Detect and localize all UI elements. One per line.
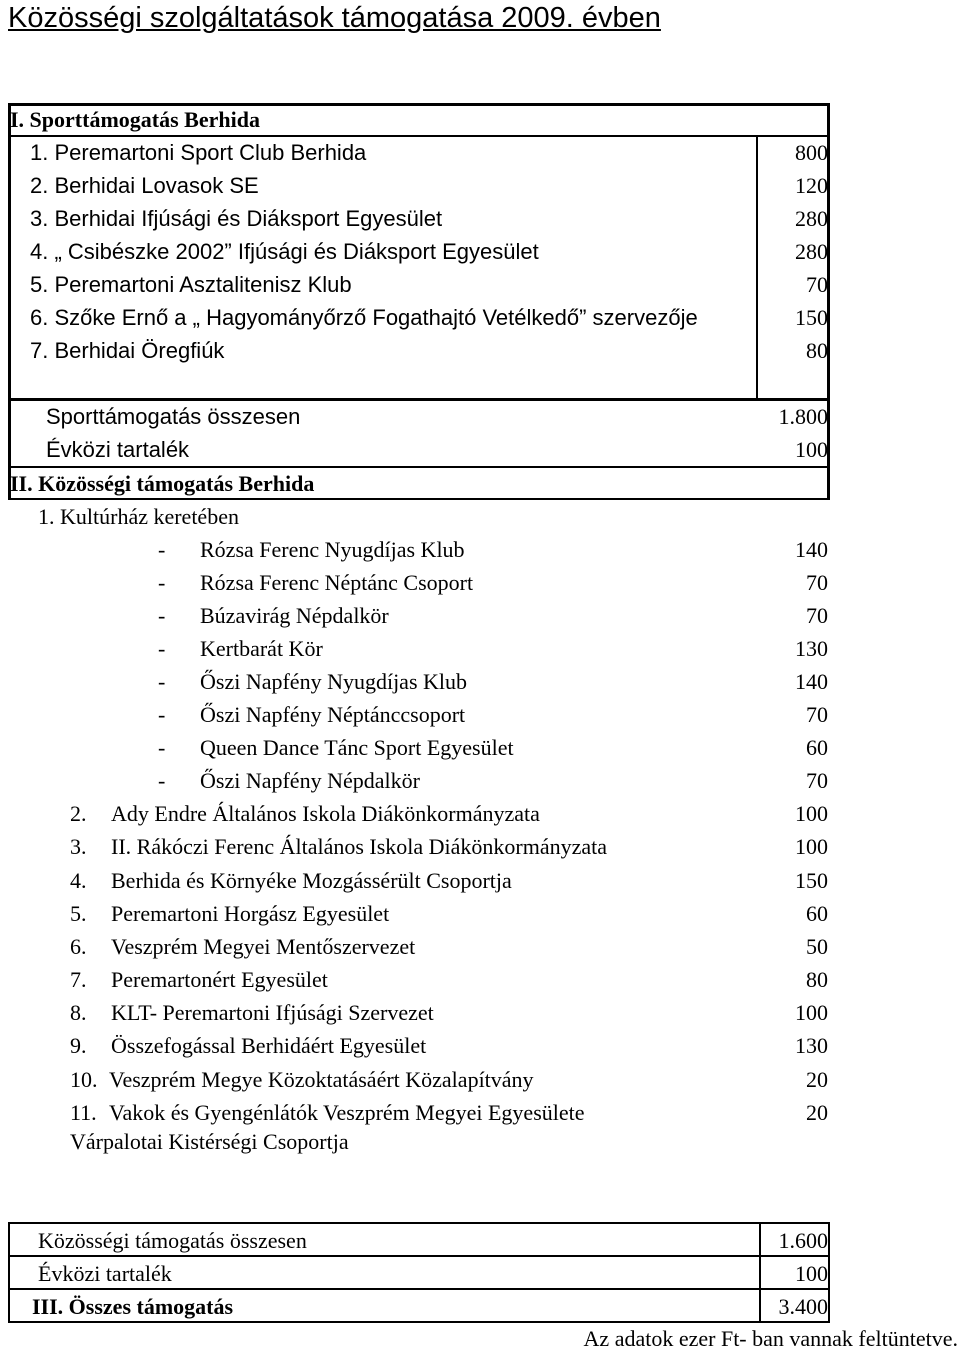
table-border <box>8 103 11 500</box>
sub-item: Őszi Napfény Néptánccsoport <box>200 702 466 727</box>
section2-heading: II. Közösségi támogatás Berhida <box>10 471 315 496</box>
grand-total-value: 3.400 <box>778 1294 828 1319</box>
list-item-value: 20 <box>806 1067 828 1092</box>
sub-item-dash: - <box>158 702 166 727</box>
table-border <box>8 1321 830 1323</box>
sub-item-dash: - <box>158 735 166 760</box>
sub-item-value: 140 <box>795 669 828 694</box>
item-number: 8. <box>70 1000 87 1025</box>
item-number: 3. <box>70 834 87 859</box>
list-item: 1. Peremartoni Sport Club Berhida <box>30 140 367 165</box>
sub-item-dash: - <box>158 636 166 661</box>
sub-item: Búzavirág Népdalkör <box>200 603 389 628</box>
sub-item-dash: - <box>158 537 166 562</box>
list-item-continuation: Várpalotai Kistérségi Csoportja <box>70 1129 349 1154</box>
sport-total-label: Sporttámogatás összesen <box>46 404 301 429</box>
community-reserve-value: 100 <box>795 1261 828 1286</box>
sub-item-value: 140 <box>795 537 828 562</box>
sub-item-value: 130 <box>795 636 828 661</box>
list-item: 2. Berhidai Lovasok SE <box>30 173 259 198</box>
table-border <box>828 1222 830 1323</box>
item-number: 9. <box>70 1033 87 1058</box>
grand-total-label: III. Összes támogatás <box>32 1294 234 1319</box>
sub-item: Rózsa Ferenc Nyugdíjas Klub <box>200 537 465 562</box>
sub-item-value: 70 <box>806 570 828 595</box>
list-item: Veszprém Megyei Mentőszervezet <box>111 934 416 959</box>
list-item-value: 100 <box>795 834 828 859</box>
sub-item-dash: - <box>158 768 166 793</box>
list-item: Berhida és Környéke Mozgássérült Csoportja <box>111 868 512 893</box>
sport-reserve-label: Évközi tartalék <box>46 437 190 462</box>
item-number: 4. <box>70 868 87 893</box>
sub-item: Rózsa Ferenc Néptánc Csoport <box>200 570 474 595</box>
kulturhaz-label: 1. Kultúrház keretében <box>38 504 239 529</box>
list-item-value: 800 <box>795 140 828 165</box>
sub-item: Őszi Napfény Nyugdíjas Klub <box>200 669 468 694</box>
list-item-value: 60 <box>806 901 828 926</box>
list-item: II. Rákóczi Ferenc Általános Iskola Diákönkormányzata <box>111 834 608 859</box>
list-item-value: 150 <box>795 305 828 330</box>
community-total-value: 1.600 <box>778 1228 828 1253</box>
sub-item-dash: - <box>158 669 166 694</box>
list-item-value: 20 <box>806 1100 828 1125</box>
list-item: Peremartoni Horgász Egyesület <box>111 901 390 926</box>
list-item-value: 120 <box>795 173 828 198</box>
item-number: 5. <box>70 901 87 926</box>
list-item-value: 80 <box>806 967 828 992</box>
sub-item-dash: - <box>158 570 166 595</box>
sub-item-value: 60 <box>806 735 828 760</box>
table-border <box>8 103 830 106</box>
list-item: KLT- Peremartoni Ifjúsági Szervezet <box>111 1000 434 1025</box>
table-border <box>8 498 830 500</box>
list-item: 5. Peremartoni Asztalitenisz Klub <box>30 272 352 297</box>
sub-item-value: 70 <box>806 768 828 793</box>
list-item: Összefogással Berhidáért Egyesület <box>111 1033 427 1058</box>
table-border <box>8 398 830 401</box>
list-item-value: 280 <box>795 239 828 264</box>
item-number: 10. <box>70 1067 98 1092</box>
sub-item: Kertbarát Kör <box>200 636 323 661</box>
community-reserve-label: Évközi tartalék <box>38 1261 172 1286</box>
table-border <box>8 135 830 137</box>
list-item-value: 80 <box>806 338 828 363</box>
list-item-value: 100 <box>795 1000 828 1025</box>
section1-heading: I. Sporttámogatás Berhida <box>10 107 260 132</box>
sub-item: Őszi Napfény Népdalkör <box>200 768 420 793</box>
list-item: 3. Berhidai Ifjúsági és Diáksport Egyesület <box>30 206 443 231</box>
list-item: 6. Szőke Ernő a „ Hagyományőrző Fogathajtó Vetélkedő” szervezője <box>30 305 698 330</box>
list-item-value: 50 <box>806 934 828 959</box>
table-border <box>8 1222 10 1323</box>
list-item-value: 150 <box>795 868 828 893</box>
table-border <box>8 1222 830 1224</box>
page-title: Közösségi szolgáltatások támogatása 2009. évben <box>8 2 661 34</box>
item-number: 2. <box>70 801 87 826</box>
sub-item: Queen Dance Tánc Sport Egyesület <box>200 735 514 760</box>
table-border <box>8 1255 830 1257</box>
item-number: 6. <box>70 934 87 959</box>
item-number: 7. <box>70 967 87 992</box>
list-item-value: 100 <box>795 801 828 826</box>
list-item-value: 70 <box>806 272 828 297</box>
list-item: 4. „ Csibészke 2002” Ifjúsági és Diáksport Egyesület <box>30 239 539 264</box>
community-total-label: Közösségi támogatás összesen <box>38 1228 307 1253</box>
list-item: 7. Berhidai Öregfiúk <box>30 338 225 363</box>
list-item: Vakok és Gyengénlátók Veszprém Megyei Egyesülete <box>109 1100 585 1125</box>
sport-reserve-value: 100 <box>795 437 828 462</box>
item-number: 11. <box>70 1100 97 1125</box>
sub-item-dash: - <box>158 603 166 628</box>
list-item: Ady Endre Általános Iskola Diákönkormányzata <box>111 801 540 826</box>
list-item-value: 130 <box>795 1033 828 1058</box>
sub-item-value: 70 <box>806 702 828 727</box>
list-item: Peremartonért Egyesület <box>111 967 328 992</box>
sport-total-value: 1.800 <box>778 404 828 429</box>
table-border <box>8 1288 830 1290</box>
list-item-value: 280 <box>795 206 828 231</box>
list-item: Veszprém Megye Közoktatásáért Közalapítvány <box>109 1067 534 1092</box>
footnote: Az adatok ezer Ft- ban vannak feltüntetve. <box>583 1326 958 1351</box>
sub-item-value: 70 <box>806 603 828 628</box>
table-border <box>8 466 830 468</box>
